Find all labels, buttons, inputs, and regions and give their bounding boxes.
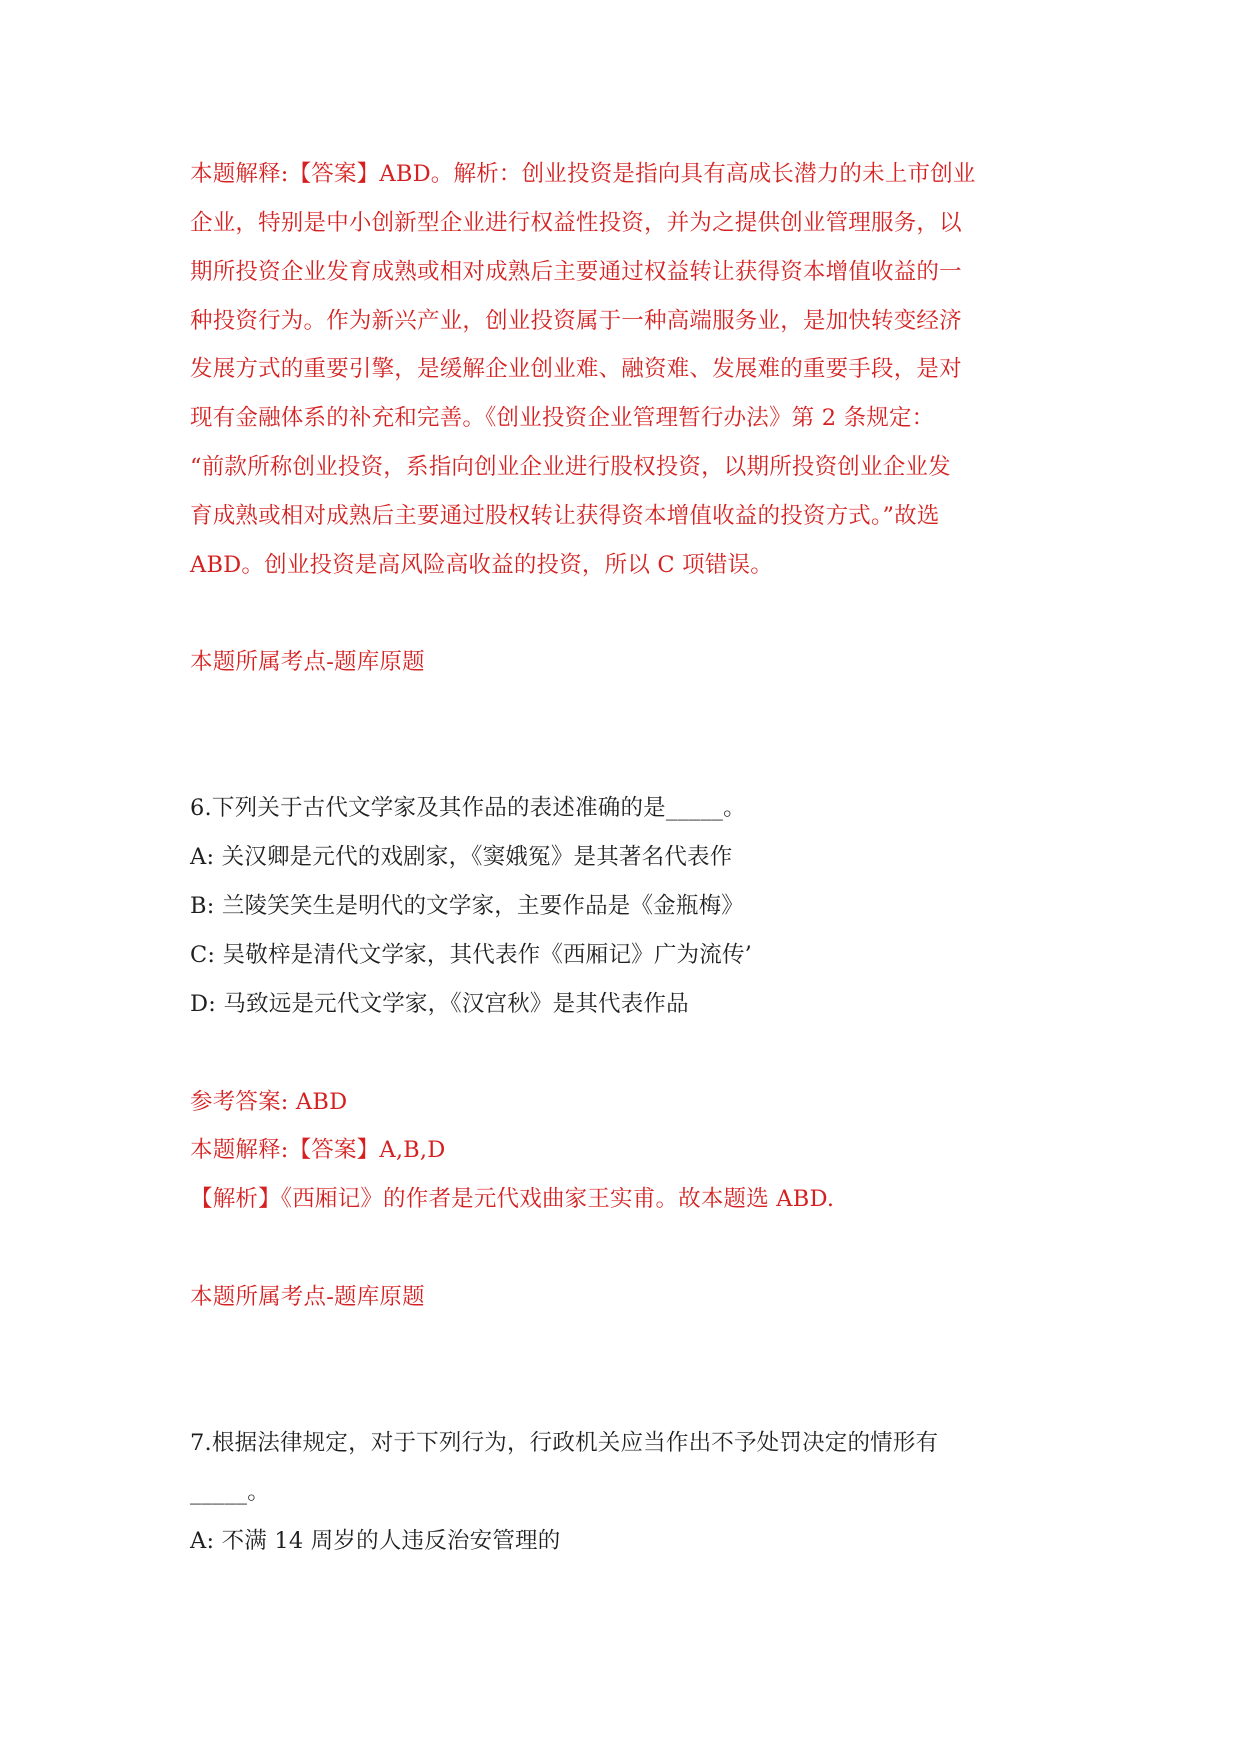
explanation-5-line: 育成熟或相对成熟后主要通过股权转让获得资本增值收益的投资方式。”故选: [190, 503, 940, 529]
question-6-option-c: C: 吴敬梓是清代文学家，其代表作《西厢记》广为流传’: [190, 942, 753, 968]
question-6-answer: 参考答案: ABD: [190, 1089, 348, 1115]
topic-label-6: 本题所属考点-题库原题: [190, 1284, 425, 1310]
question-6-option-b: B: 兰陵笑笑生是明代的文学家，主要作品是《金瓶梅》: [190, 893, 744, 919]
question-7-option-a: A: 不满 14 周岁的人违反治安管理的: [190, 1528, 561, 1554]
question-7-stem-blank: _____。: [190, 1479, 270, 1505]
question-6-option-d: D: 马致远是元代文学家，《汉宫秋》是其代表作品: [190, 991, 689, 1017]
question-6-explanation-line: 本题解释:【答案】A,B,D: [190, 1137, 446, 1163]
explanation-5-line: 种投资行为。作为新兴产业，创业投资属于一种高端服务业，是加快转变经济: [190, 308, 962, 334]
question-7-stem: 7.根据法律规定，对于下列行为，行政机关应当作出不予处罚决定的情形有: [190, 1430, 939, 1456]
question-6-option-a: A: 关汉卿是元代的戏剧家，《窦娥冤》是其著名代表作: [190, 844, 733, 870]
explanation-5-line: 发展方式的重要引擎，是缓解企业创业难、融资难、发展难的重要手段，是对: [190, 356, 962, 382]
topic-label-5: 本题所属考点-题库原题: [190, 649, 425, 675]
explanation-5-line: “前款所称创业投资，系指向创业企业进行股权投资，以期所投资创业企业发: [190, 454, 951, 480]
question-6-stem: 6.下列关于古代文学家及其作品的表述准确的是_____。: [190, 795, 746, 821]
explanation-5-line: 企业，特别是中小创新型企业进行权益性投资，并为之提供创业管理服务，以: [190, 210, 962, 236]
explanation-5-line: ABD。创业投资是高风险高收益的投资，所以 C 项错误。: [190, 552, 773, 578]
explanation-5-line: 期所投资企业发育成熟或相对成熟后主要通过权益转让获得资本增值收益的一: [190, 259, 962, 285]
explanation-5-line: 现有金融体系的补充和完善。《创业投资企业管理暂行办法》第 2 条规定：: [190, 405, 935, 431]
question-6-explanation-line: 【解析】《西厢记》的作者是元代戏曲家王实甫。故本题选 ABD.: [190, 1186, 835, 1212]
explanation-5-line: 本题解释:【答案】ABD。解析：创业投资是指向具有高成长潜力的未上市创业: [190, 161, 976, 187]
